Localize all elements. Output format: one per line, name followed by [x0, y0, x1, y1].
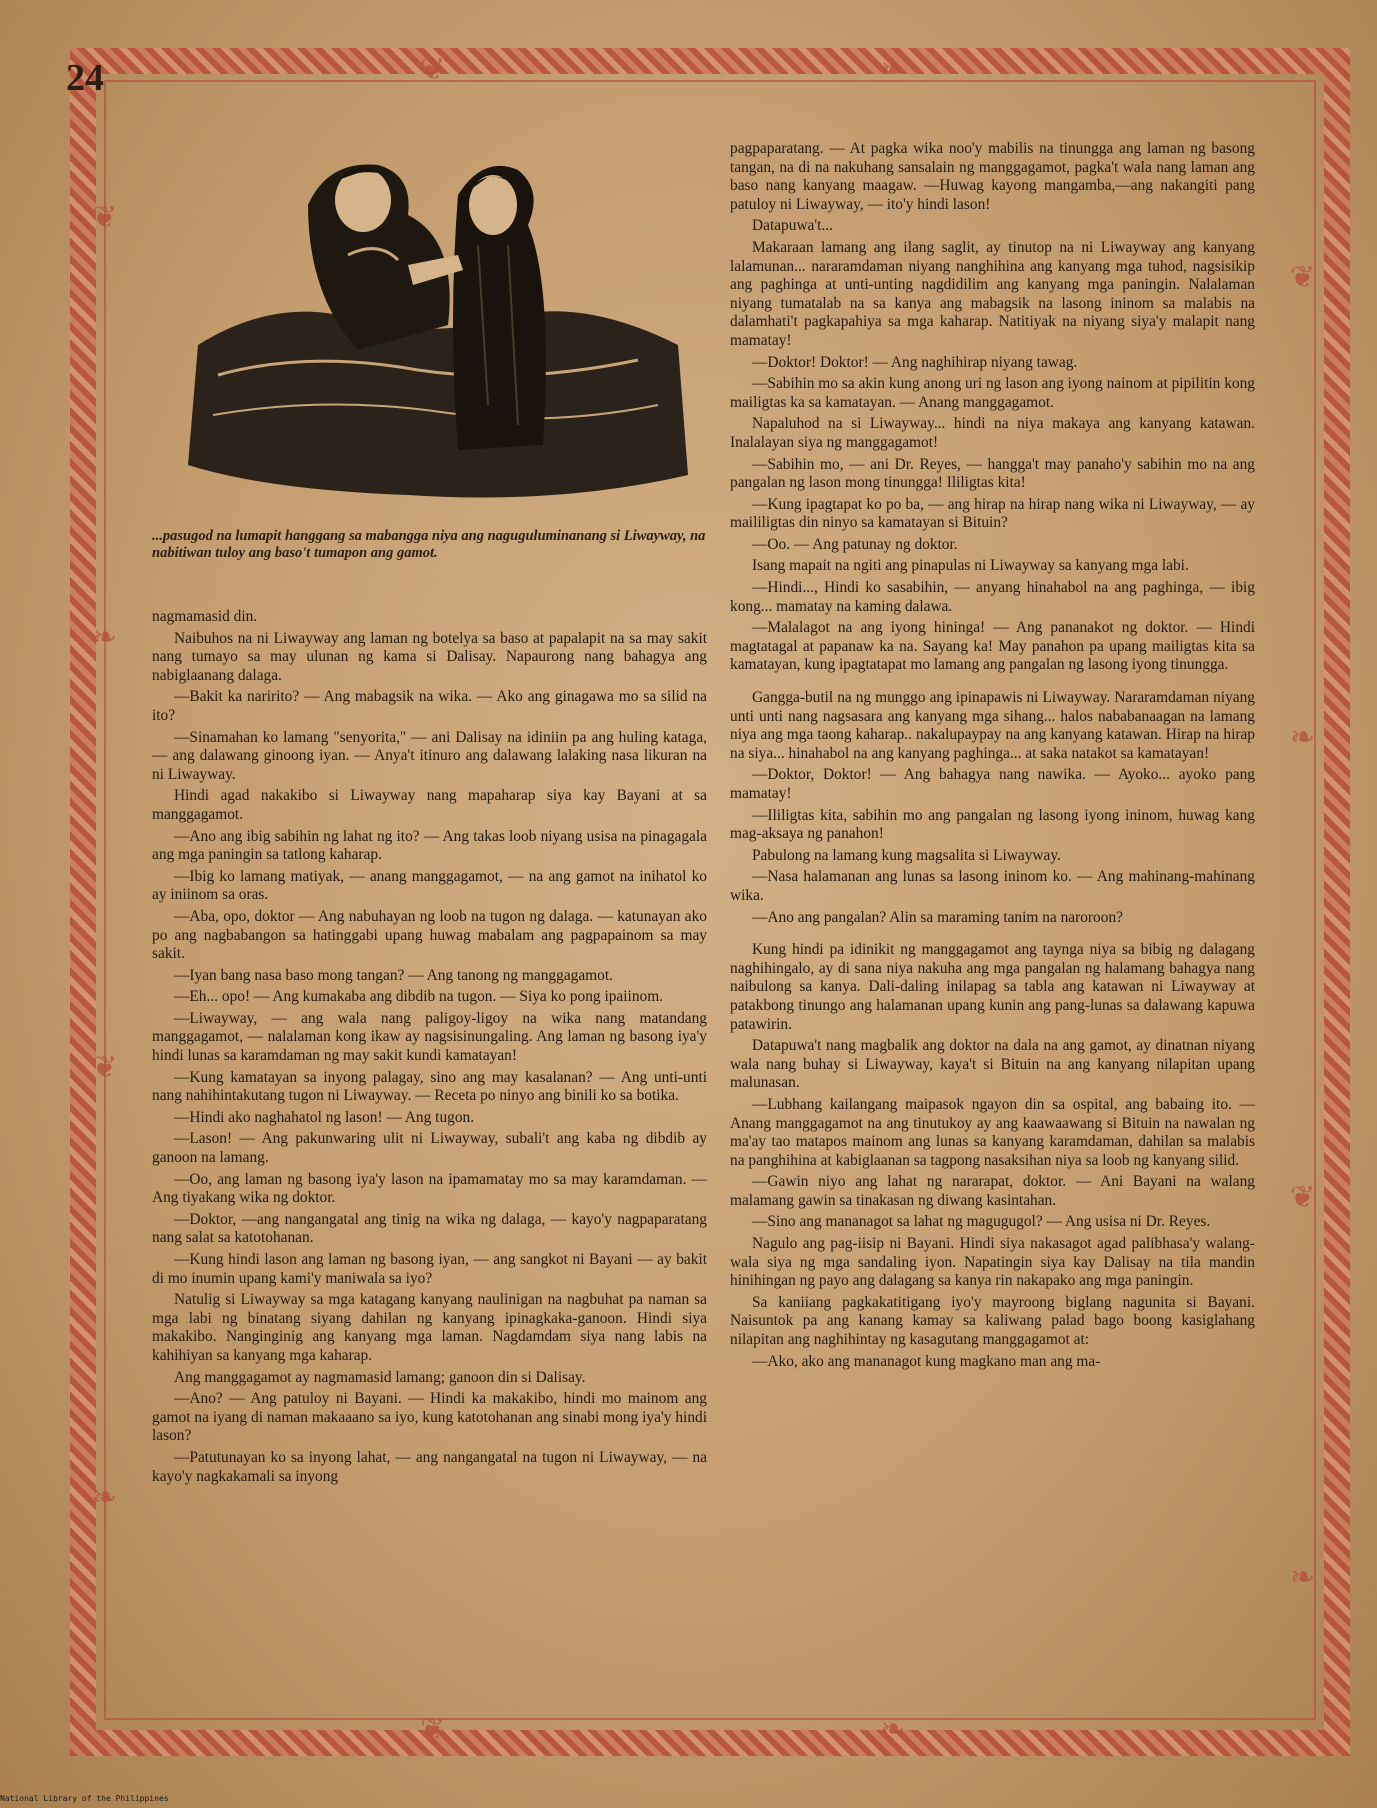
floral-ornament-icon: ❧: [880, 1712, 906, 1747]
paragraph: Makaraan lamang ang ilang saglit, ay tinutop na ni Liwayway ang kanyang lalamunan... nararamdaman niyang nanghihina ang kanyang mga tuhod, nagsisikip ang paghinga at unti-unting nagdidilim ang kanyang mga paningin. Nalalaman niyang tumatalab na sa kanya ang mabagsik na lasong ininom sa malabis na dalamhati't pagkapahiya sa mga kaharap. Natitiyak na niyang siya'y malapit nang mamatay!: [730, 238, 1255, 349]
floral-ornament-icon: ❧: [1290, 720, 1316, 755]
paragraph: —Bakit ka naririto? — Ang mabagsik na wika. — Ako ang ginagawa mo sa silid na ito?: [152, 688, 707, 724]
paragraph: —Nasa halamanan ang lunas sa lasong ininom ko. — Ang mahinang-mahinang wika.: [730, 868, 1255, 904]
floral-ornament-icon: ❧: [880, 52, 906, 87]
paragraph: Ang manggagamot ay nagmamasid lamang; ganoon din si Dalisay.: [174, 1368, 586, 1386]
floral-ornament-icon: ❧: [92, 1480, 118, 1515]
paragraph: Kung hindi pa idinikit ng manggagamot ang taynga niya sa bibig ng dalagang naghihingalo, ay di sana niya nakuha ang mga pangalan ng halamang bahagya nang naibulong sa kanya. Dali-daling inilapag sa tabla ang katawan ni Liwayway at patakbong tinungo ang halamanan upang kunin ang pang-lunas sa dalawang kapuwa patawirin.: [730, 941, 1255, 1033]
paragraph: —Eh... opo! — Ang kumakaba ang dibdib na tugon. — Siya ko pong ipaiinom.: [174, 988, 664, 1006]
paragraph: —Ano ang ibig sabihin ng lahat ng ito? — Ang takas loob niyang usisa na pinagagala ang mga paningin sa tatlong kaharap.: [152, 827, 707, 864]
paragraph: —Sino ang mananagot sa lahat ng magugugol? — Ang usisa ni Dr. Reyes.: [752, 1213, 1211, 1231]
paragraph: Datapuwa't...: [752, 217, 833, 235]
paragraph: Naibuhos na ni Liwayway ang laman ng botelya sa baso at papalapit na sa may sakit nang tumayo sa may ulunan ng kama si Dalisay. Napaurong nang bahagya ang nabiglaanang dalaga.: [152, 629, 707, 684]
floral-ornament-icon: ❦: [420, 52, 446, 87]
paragraph: —Liwayway, — ang wala nang paligoy-ligoy na wika nang matandang manggagamot, — nalalaman kong ikaw ay nagsisinungaling. Ang laman ng basong iya'y hindi lunas sa karamdaman ng may sakit kundi kamatayan!: [152, 1009, 707, 1065]
paragraph: —Hindi..., Hindi ko sasabihin, — anyang hinahabol na ang paghinga, — ibig kong... mamatay na kaming dalawa.: [730, 579, 1255, 615]
paragraph: —Ano? — Ang patuloy ni Bayani. — Hindi ka makakibo, hindi mo mainom ang gamot na iyang di naman makaaano sa iyo, kung katotohanan ang sinabi mong iya'y hindi lason?: [152, 1390, 707, 1445]
left-text-column: [152, 608, 707, 1489]
paragraph: —Patutunayan ko sa inyong lahat, — ang nangangatal na tugon ni Liwayway, — na kayo'y nagkakamali sa inyong: [152, 1448, 707, 1485]
paragraph: —Malalagot na ang iyong hininga! — Ang pananakot ng doktor. — Hindi magtatagal at papanaw ka na. Sayang ka! May panahon pa upang mailigtas kita sa kamatayan, kung ipagtatapat mo lamang ang pangalan ng lasong iyong tinungga.: [730, 619, 1255, 674]
floral-ornament-icon: ❦: [420, 1712, 446, 1747]
paragraph: Gangga-butil na ng munggo ang ipinapawis ni Liwayway. Nararamdaman niyang unti unti nang nagsasara ang kanyang mga sihang... halos nababanaagan na lamang niya ang mga taong kaharap.. nakalupaypay na ang kanyang katawan. Hirap na hirap na siya... hinahabol na ang kanyang paghinga... at saka natakot sa kamatayan!: [730, 689, 1255, 762]
page-number: 24: [66, 57, 104, 99]
paragraph: —Iyan bang nasa baso mong tangan? — Ang tanong ng manggagamot.: [174, 966, 613, 984]
paragraph: —Gawin niyo ang lahat ng nararapat, doktor. — Ani Bayani na walang malamang gawin sa tinakasan ng diwang kasintahan.: [730, 1173, 1255, 1209]
paragraph: Datapuwa't nang magbalik ang doktor na dala na ang gamot, ay dinatnan niyang wala nang buhay si Liwayway, kaya't si Bituin na ang kanyang nilapitan upang malunasan.: [730, 1037, 1255, 1092]
paragraph: —Ibig ko lamang matiyak, — anang manggagamot, — na ang gamot na inihatol ko ay iniinom sa oras.: [152, 867, 707, 904]
story-illustration: [158, 145, 703, 520]
floral-ornament-icon: ❦: [92, 200, 118, 235]
paragraph: —Sabihin mo sa akin kung anong uri ng lason ang iyong nainom at pipilitin kong mailigtas ka sa kamatayan. — Anang manggagamot.: [730, 375, 1255, 411]
paragraph: —Kung ipagtapat ko po ba, — ang hirap na hirap nang wika ni Liwayway, — ay maililigtas din ninyo sa kamatayan si Bituin?: [730, 495, 1255, 532]
paragraph: —Doktor, —ang nangangatal ang tinig na wika ng dalaga, — kayo'y nagpaparatang nang salat sa katotohanan.: [152, 1210, 707, 1247]
paragraph: —Lubhang kailangang maipasok ngayon din sa ospital, ang babaing ito. — Anang manggagamot na ang tinutukoy ay ang kaawaawang si Bituin na nawalan ng ma'ay tao matapos mainom ang lunas sa kanyang karamdaman, dahilan sa malabis na panghihina at kabiglaanan sa tagpong nasaksihan niya sa loob ng kanyang silid.: [730, 1095, 1255, 1169]
paragraph: Sa kaniiang pagkakatitigang iyo'y mayroong biglang nagunita si Bayani. Naisuntok pa ang kanang kamay sa kaliwang palad bago boong kasiglahang nilapitan ang naghihintay ng kasagutang manggagamot at:: [730, 1293, 1255, 1349]
paragraph: —Ako, ako ang mananagot kung magkano man ang ma-: [752, 1352, 1101, 1370]
floral-ornament-icon: ❦: [92, 1050, 118, 1085]
paragraph: Hindi agad nakakibo si Liwayway nang mapaharap siya kay Bayani at sa manggagamot.: [152, 787, 707, 823]
paragraph: —Oo. — Ang patunay ng doktor.: [752, 535, 958, 553]
paragraph: —Hindi ako naghahatol ng lason! — Ang tugon.: [174, 1108, 475, 1126]
paragraph: nagmamasid din.: [152, 608, 258, 625]
paragraph: —Sinamahan ko lamang "senyorita," — ani Dalisay na idiniin pa ang huling kataga, — ang dalawang ginoong iyan. — Anya't itinuro ang dalawang lalaking nasa likuran na ni Liwayway.: [152, 728, 707, 783]
paragraph: Natulig si Liwayway sa mga katagang kanyang naulinigan na nagbuhat pa naman sa mga labi ng binatang siyang dahilan ng kanyang ipinagkaka-ganoon. Hindi siya makakibo. Nanginginig ang kanyang mga laman. Nagdamdam siya nang labis na kahihiyan sa kanyang mga kaharap.: [152, 1291, 707, 1364]
floral-ornament-icon: ❧: [1290, 1560, 1316, 1595]
right-text-column: [730, 140, 1255, 1374]
paragraph: Nagulo ang pag-iisip ni Bayani. Hindi siya nakasagot agad palibhasa'y walang-wala siya ng mga sandaling iyon. Napatingin siya kay Dalisay na tila mandin hinihingan ng payo ang dalagang sa kanya rin nakapako ang mga paningin.: [730, 1235, 1255, 1290]
paragraph: —Kung kamatayan sa inyong palagay, sino ang may kasalanan? — Ang unti-unti nang nahihintakutang tugon ni Liwayway. — Receta po ninyo ang binili ko sa botika.: [152, 1068, 707, 1105]
paragraph: —Sabihin mo, — ani Dr. Reyes, — hangga't may panaho'y sabihin mo na ang pangalan ng lason mong tinungga! Ililigtas kita!: [730, 455, 1255, 492]
paragraph: —Kung hindi lason ang laman ng basong iyan, — ang sangkot ni Bayani — ay bakit di mo inumin upang kami'y maniwala sa iyo?: [152, 1251, 707, 1287]
paragraph: Pabulong na lamang kung magsalita si Liwayway.: [752, 846, 1061, 864]
paragraph: Isang mapait na ngiti ang pinapulas ni Liwayway sa kanyang mga labi.: [752, 557, 1189, 575]
paragraph: pagpaparatang. — At pagka wika noo'y mabilis na tinungga ang laman ng basong tangan, na di na nakuhang sansalain ng manggagamot, pagka't wala nang laman ang baso nang kanyang maagaw. —Huwag kayong mangamba,—ang nakangiti pang patuloy ni Liwayway, — ito'y hindi lason!: [730, 140, 1255, 213]
paragraph: —Aba, opo, doktor — Ang nabuhayan ng loob na tugon ng dalaga. — katunayan ako po ang nagbabangon sa hatinggabi upang huwag mabalam ang pagpapainom sa may sakit.: [152, 907, 707, 963]
paragraph: Napaluhod na si Liwayway... hindi na niya makaya ang kanyang katawan. Inalalayan siya ng manggagamot!: [730, 415, 1255, 451]
paragraph: —Lason! — Ang pakunwaring ulit ni Liwayway, subali't ang kaba ng dibdib ay ganoon na lamang.: [152, 1130, 707, 1167]
library-footer: National Library of the Philippines: [0, 1794, 169, 1803]
floral-ornament-icon: ❦: [1290, 260, 1316, 295]
paragraph: —Doktor, Doktor! — Ang bahagya nang nawika. — Ayoko... ayoko pang mamatay!: [730, 766, 1255, 802]
illustration-caption: ...pasugod na lumapit hanggang sa mabangga niya ang naguguluminanang si Liwayway, na nabitiwan tuloy ang baso't tumapon ang gamot.: [152, 528, 706, 561]
paragraph: —Oo, ang laman ng basong iya'y lason na ipamamatay mo sa may karamdaman. — Ang tiyakang wika ng doktor.: [152, 1170, 707, 1207]
floral-ornament-icon: ❦: [1290, 1180, 1316, 1215]
paragraph: —Ililigtas kita, sabihin mo ang pangalan ng lasong iyong ininom, huwag kang mag-aksaya ng panahon!: [730, 806, 1255, 843]
paragraph: —Ano ang pangalan? Alin sa maraming tanim na naroroon?: [752, 908, 1123, 926]
floral-ornament-icon: ❧: [92, 620, 118, 655]
paragraph: —Doktor! Doktor! — Ang naghihirap niyang tawag.: [752, 353, 1078, 371]
